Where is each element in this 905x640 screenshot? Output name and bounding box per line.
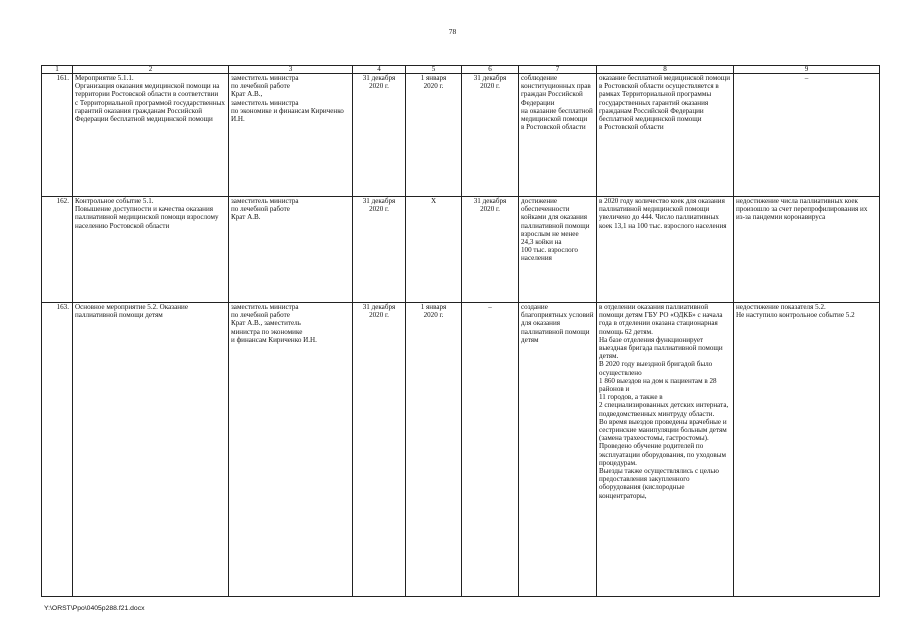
problems-text: недостижение показателя 5.2. Не наступило контрольное событие 5.2 xyxy=(734,303,880,597)
report-table xyxy=(41,65,880,597)
fact-start-date: 1 января 2020 г. xyxy=(406,74,462,197)
fact-end-date: 31 декабря 2020 г. xyxy=(462,197,519,303)
fact-end-date: 31 декабря 2020 г. xyxy=(462,74,519,197)
actual-result: в отделении оказания паллиативной помощи детям ГБУ РО «ОДКБ» с начала года в отделении оказана стационарная помощь 62 детям. На базе отделения функционирует выездная бригада паллиативной помощи детям. В 2020 году выездной бригадой было осуществлено 1 860 выездов на дом к пациентам в 28 районов и 11 городов, а также в 2 специализированных детских интерната, подведомственных минтруду области. Во время выездов проведены врачебные и сестринские манипуляции больным детям (замена трахеостомы, гастростомы). Проведено обучение родителей по эксплуатации оборудования, по уходовым процедурам. Выезды также осуществлялись с целью предоставления закупленного оборудования (кислородные концентраторы, xyxy=(597,303,734,597)
responsible-person: заместитель министра по лечебной работе Крат А.В., заместитель министра по экономике и финансам Кириченко И.Н. xyxy=(229,74,353,197)
table-row xyxy=(42,74,880,197)
fact-end-date: – xyxy=(462,303,519,597)
actual-result: оказание бесплатной медицинской помощи в Ростовской области осуществляется в рамках Территориальной программы государственных гарантий оказания гражданам Российской Федерации бесплатной медицинской помощи в Ростовской области xyxy=(597,74,734,197)
table-row xyxy=(42,303,880,597)
actual-result: в 2020 году количество коек для оказания паллиативной медицинской помощи увеличено до 444. Число паллиативных коек 13,1 на 100 тыс. взрослого населения xyxy=(597,197,734,303)
header-cell: 8 xyxy=(597,66,734,74)
plan-end-date: 31 декабря 2020 г. xyxy=(353,74,406,197)
planned-result: соблюдение конституционных прав граждан Российской Федерации на оказание бесплатной медицинской помощи в Ростовской области xyxy=(519,74,597,197)
file-path-footer: Y:\ORST\Ppo\0405p288.f21.docx xyxy=(44,605,145,612)
event-name: Мероприятие 5.1.1. Организация оказания медицинской помощи на территории Ростовской области в соответствии с Территориальной программой государственных гарантий оказания гражданам Российской Федерации бесплатной медицинской помощи xyxy=(73,74,229,197)
event-name: Основное мероприятие 5.2. Оказание паллиативной помощи детям xyxy=(73,303,229,597)
header-cell: 7 xyxy=(519,66,597,74)
page-number: 78 xyxy=(448,27,457,36)
fact-start-date: Х xyxy=(406,197,462,303)
header-cell: 4 xyxy=(353,66,406,74)
problems-text: недостижение числа паллиативных коек произошло за счет перепрофилирования их из-за пандемии коронавируса xyxy=(734,197,880,303)
header-cell: 6 xyxy=(462,66,519,74)
plan-end-date: 31 декабря 2020 г. xyxy=(353,197,406,303)
responsible-person: заместитель министра по лечебной работе Крат А.В. xyxy=(229,197,353,303)
row-number: 163. xyxy=(42,303,73,597)
fact-start-date: 1 января 2020 г. xyxy=(406,303,462,597)
header-cell: 3 xyxy=(229,66,353,74)
header-cell: 1 xyxy=(42,66,73,74)
header-cell: 2 xyxy=(73,66,229,74)
plan-end-date: 31 декабря 2020 г. xyxy=(353,303,406,597)
header-row xyxy=(42,66,880,74)
responsible-person: заместитель министра по лечебной работе Крат А.В., заместитель министра по экономике и финансам Кириченко И.Н. xyxy=(229,303,353,597)
problems-text: – xyxy=(734,74,880,197)
planned-result: достижение обеспеченности койками для оказания паллиативной помощи взрослым не менее 24,3 койки на 100 тыс. взрослого населения xyxy=(519,197,597,303)
header-cell: 9 xyxy=(734,66,880,74)
table-row xyxy=(42,197,880,303)
header-cell: 5 xyxy=(406,66,462,74)
row-number: 162. xyxy=(42,197,73,303)
event-name: Контрольное событие 5.1. Повышение доступности и качества оказания паллиативной медицинской помощи взрослому населению Ростовской области xyxy=(73,197,229,303)
planned-result: создание благоприятных условий для оказания паллиативной помощи детям xyxy=(519,303,597,597)
row-number: 161. xyxy=(42,74,73,197)
